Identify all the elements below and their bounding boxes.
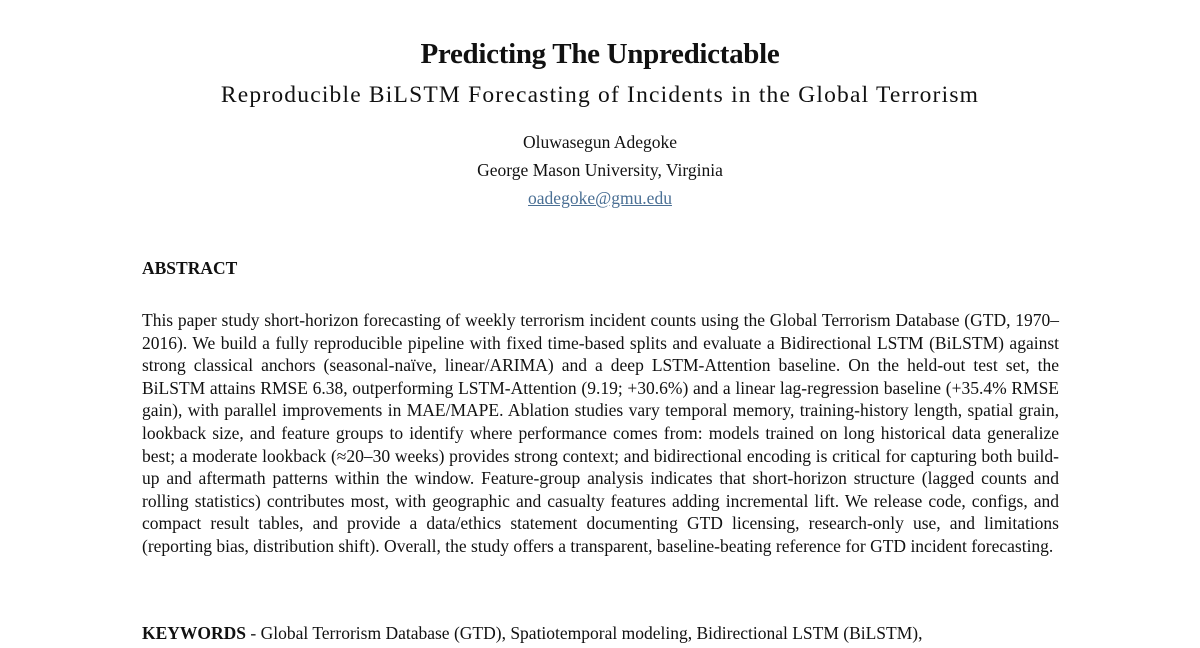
- author-email-link[interactable]: oadegoke@gmu.edu: [528, 188, 672, 208]
- keywords-separator: -: [246, 623, 261, 643]
- author-affiliation: George Mason University, Virginia: [477, 160, 723, 180]
- keywords-text: Global Terrorism Database (GTD), Spatiotemporal modeling, Bidirectional LSTM (BiLSTM),: [260, 623, 923, 643]
- keywords-label: KEYWORDS: [142, 623, 247, 643]
- paper-title: Predicting The Unpredictable: [420, 38, 780, 70]
- keywords-line: [142, 623, 1059, 644]
- paper-subtitle: Reproducible BiLSTM Forecasting of Incidents in the Global Terrorism: [220, 82, 980, 108]
- author-email-line: [0, 188, 1200, 209]
- abstract-body: This paper study short-horizon forecasting of weekly terrorism incident counts using the Global Terrorism Database (GTD, 1970–2016). We build a fully reproducible pipeline with fixed time-based splits and evaluate a Bidirectional LSTM (BiLSTM) against strong classical anchors (seasonal-naïve, linear/ARIMA) and a deep LSTM-Attention baseline. On the held-out test set, the BiLSTM attains RMSE 6.38, outperforming LSTM-Attention (9.19; +30.6%) and a linear lag-regression baseline (+35.4% RMSE gain), with parallel improvements in MAE/MAPE. Ablation studies vary temporal memory, training-history length, spatial grain, lookback size, and feature groups to identify where performance comes from: models trained on long historical data generalize best; a moderate lookback (≈20–30 weeks) provides strong context; and bidirectional encoding is critical for capturing both build-up and aftermath patterns within the window. Feature-group analysis indicates that short-horizon structure (lagged counts and rolling statistics) contributes most, with geographic and casualty features adding incremental lift. We release code, configs, and compact result tables, and provide a data/ethics statement documenting GTD licensing, research-only use, and limitations (reporting bias, distribution shift). Overall, the study offers a transparent, baseline-beating reference for GTD incident forecasting.: [142, 310, 1059, 556]
- abstract-heading: ABSTRACT: [142, 258, 238, 278]
- author-name: Oluwasegun Adegoke: [522, 132, 678, 152]
